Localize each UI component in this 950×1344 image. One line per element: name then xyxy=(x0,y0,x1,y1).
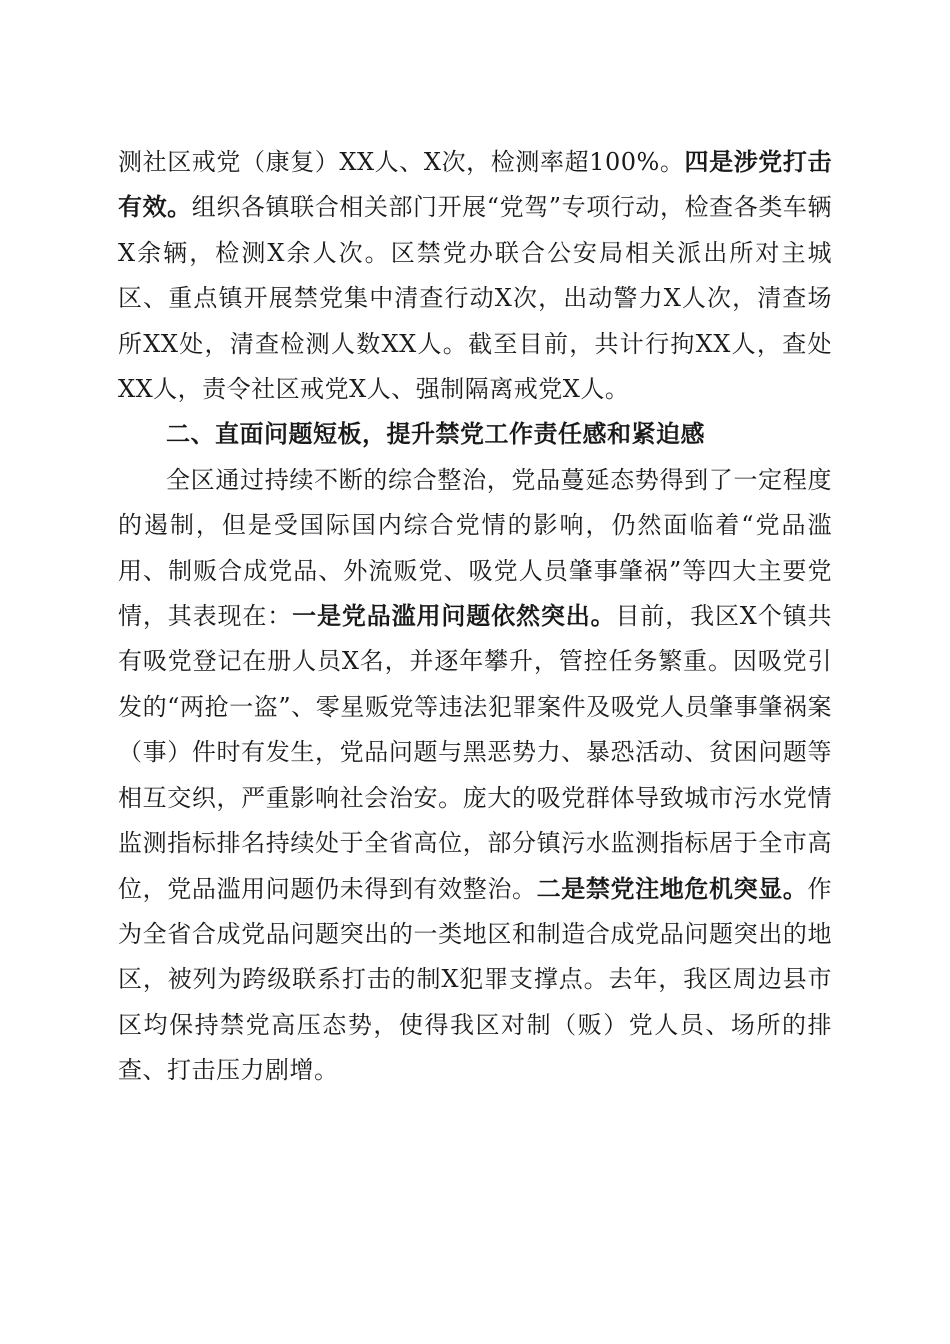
paragraph-enforcement-results xyxy=(118,140,832,412)
paragraph-text: 组织各镇联合相关部门开展“党驾”专项行动，检查各类车辆X余辆，检测X余人次。区禁党办联合公安局相关派出所对主城区、重点镇开展禁党集中清查行动X次，出动警力X人次，清查场所XX处，清查检测人数XX人。截至目前，共计行拘XX人，查处XX人，责令社区戒党X人、强制隔离戒党X人。 xyxy=(118,193,833,404)
paragraph-text: 全区通过持续不断的综合整治，党品蔓延态势得到了一定程度的遏制，但是受国际国内综合党情的影响，仍然面临着“党品滥用、制贩合成党品、外流贩党、吸党人员肇事肇祸”等四大主要党情，其表现在： xyxy=(118,465,832,631)
bold-point-two: 二是禁党注地危机突显。 xyxy=(536,874,808,903)
bold-point-one: 一是党品滥用问题依然突出。 xyxy=(292,602,616,631)
paragraph-text: 作为全省合成党品问题突出的一类地区和制造合成党品问题突出的地区，被列为跨级联系打击的制X犯罪支撑点。去年，我区周边县市区均保持禁党高压态势，使得我区对制（贩）党人员、场所的排查、打击压力剧增。 xyxy=(118,874,832,1085)
paragraph-text: 目前，我区X个镇共有吸党登记在册人员X名，并逐年攀升，管控任务繁重。因吸党引发的“两抢一盗”、零星贩党等违法犯罪案件及吸党人员肇事肇祸案（事）件时有发生，党品问题与黑恶势力、暴恐活动、贫困问题等相互交织，严重影响社会治安。庞大的吸党群体导致城市污水党情监测指标排名持续处于全省高位，部分镇污水监测指标居于全市高位，党品滥用问题仍未得到有效整治。 xyxy=(118,602,833,903)
paragraph-problems xyxy=(118,458,832,1094)
document-page xyxy=(118,140,832,1094)
bold-point-four: 四是涉党打击有效。 xyxy=(118,148,833,222)
section-heading-two: 二、直面问题短板，提升禁党工作责任感和紧迫感 xyxy=(166,420,705,449)
paragraph-text: 测社区戒党（康复）XX人、X次，检测率超100%。 xyxy=(118,148,685,176)
